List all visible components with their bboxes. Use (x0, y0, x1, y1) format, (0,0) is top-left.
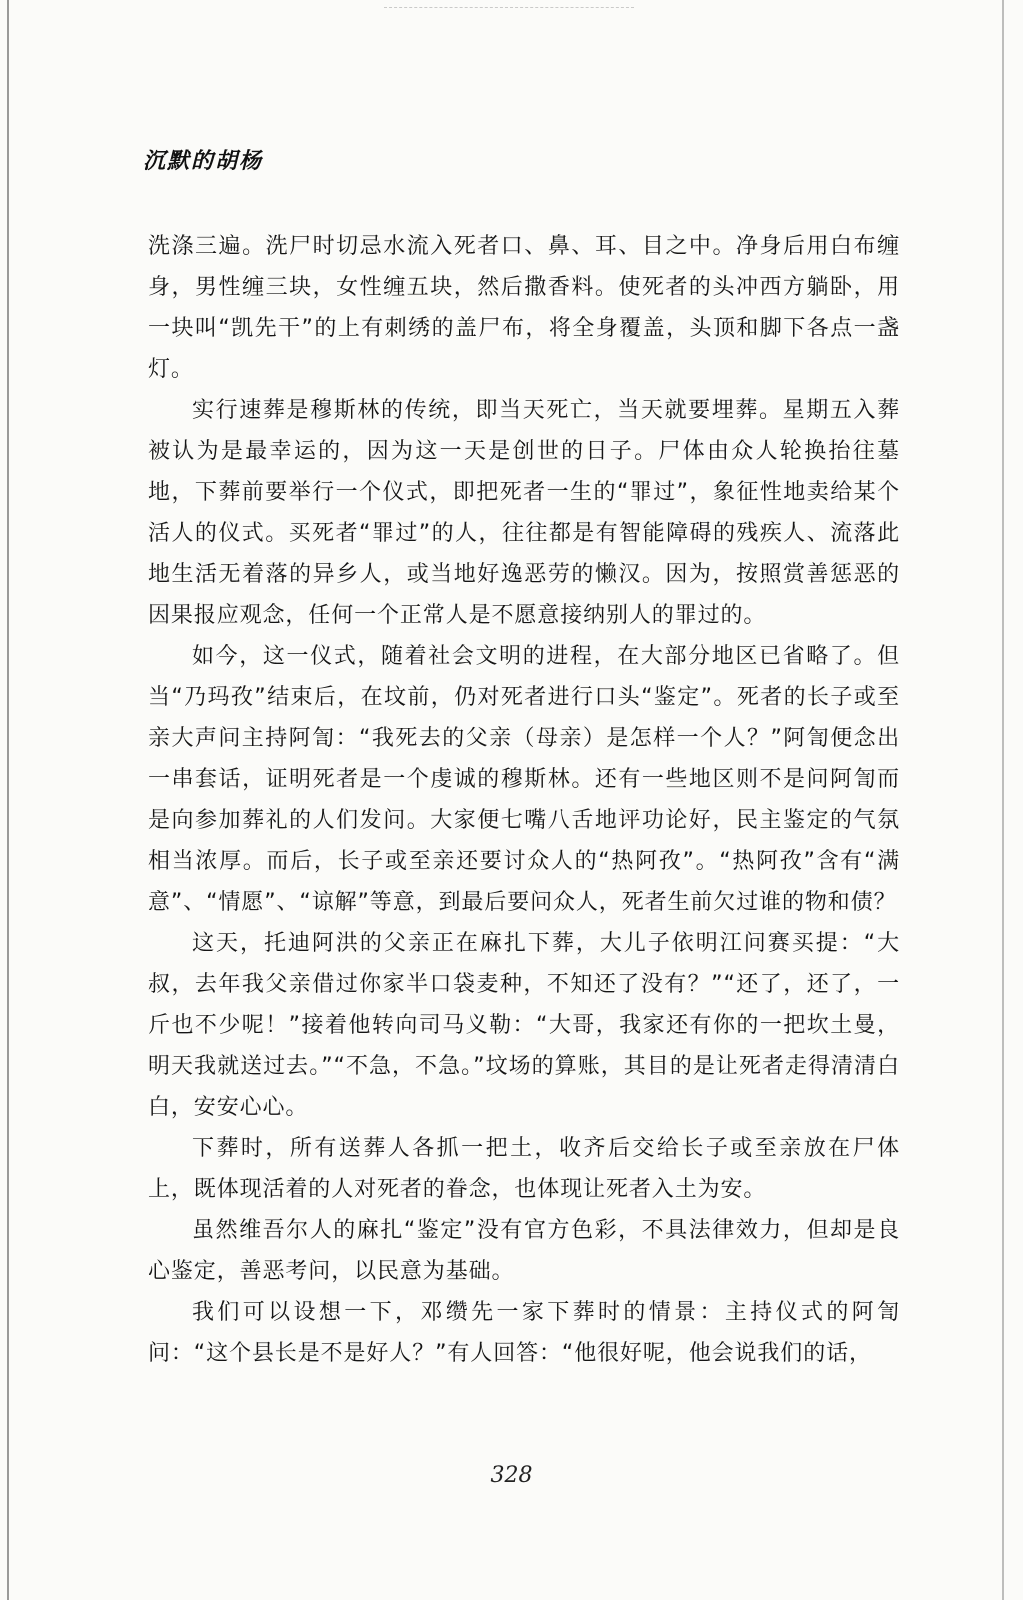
body-text (148, 226, 900, 1374)
paragraph: 如今，这一仪式，随着社会文明的进程，在大部分地区已省略了。但当“乃玛孜”结束后，在坟前，仍对死者进行口头“鉴定”。死者的长子或至亲大声问主持阿訇：“我死去的父亲（母亲）是怎样一个人？”阿訇便念出一串套话，证明死者是一个虔诚的穆斯林。还有一些地区则不是问阿訇而是向参加葬礼的人们发问。大家便七嘴八舌地评功论好，民主鉴定的气氛相当浓厚。而后，长子或至亲还要讨众人的“热阿孜”。“热阿孜”含有“满意”、“情愿”、“谅解”等意，到最后要问众人，死者生前欠过谁的物和债？ (148, 644, 900, 915)
paragraph: 我们可以设想一下，邓缵先一家下葬时的情景：主持仪式的阿訇问：“这个县长是不是好人？”有人回答：“他很好呢，他会说我们的话， (148, 1300, 900, 1366)
scan-top-mark (384, 0, 634, 8)
paragraph-continuation: 洗涤三遍。洗尸时切忌水流入死者口、鼻、耳、目之中。净身后用白布缠身，男性缠三块，女性缠五块，然后撒香料。使死者的头冲西方躺卧，用一块叫“凯先干”的上有刺绣的盖尸布，将全身覆盖，头顶和脚下各点一盏灯。 (148, 234, 900, 382)
paragraph: 虽然维吾尔人的麻扎“鉴定”没有官方色彩，不具法律效力，但却是良心鉴定，善恶考问，以民意为基础。 (148, 1218, 900, 1284)
paragraph: 这天，托迪阿洪的父亲正在麻扎下葬，大儿子依明江问赛买提：“大叔，去年我父亲借过你家半口袋麦种，不知还了没有？”“还了，还了，一斤也不少呢！”接着他转向司马义勒：“大哥，我家还有你的一把坎土曼，明天我就送过去。”“不急，不急。”坟场的算账，其目的是让死者走得清清白白，安安心心。 (148, 931, 900, 1120)
paragraph: 实行速葬是穆斯林的传统，即当天死亡，当天就要埋葬。星期五入葬被认为是最幸运的，因为这一天是创世的日子。尸体由众人轮换抬往墓地，下葬前要举行一个仪式，即把死者一生的“罪过”，象征性地卖给某个活人的仪式。买死者“罪过”的人，往往都是有智能障碍的残疾人、流落此地生活无着落的异乡人，或当地好逸恶劳的懒汉。因为，按照赏善惩恶的因果报应观念，任何一个正常人是不愿意接纳别人的罪过的。 (148, 398, 900, 628)
paragraph: 下葬时，所有送葬人各抓一把土，收齐后交给长子或至亲放在尸体上，既体现活着的人对死者的眷念，也体现让死者入土为安。 (148, 1136, 900, 1202)
scan-right-edge (1002, 0, 1004, 1600)
scan-left-edge (7, 0, 9, 1600)
running-title: 沉默的胡杨 (143, 149, 264, 174)
page-number: 328 (490, 1463, 533, 1488)
